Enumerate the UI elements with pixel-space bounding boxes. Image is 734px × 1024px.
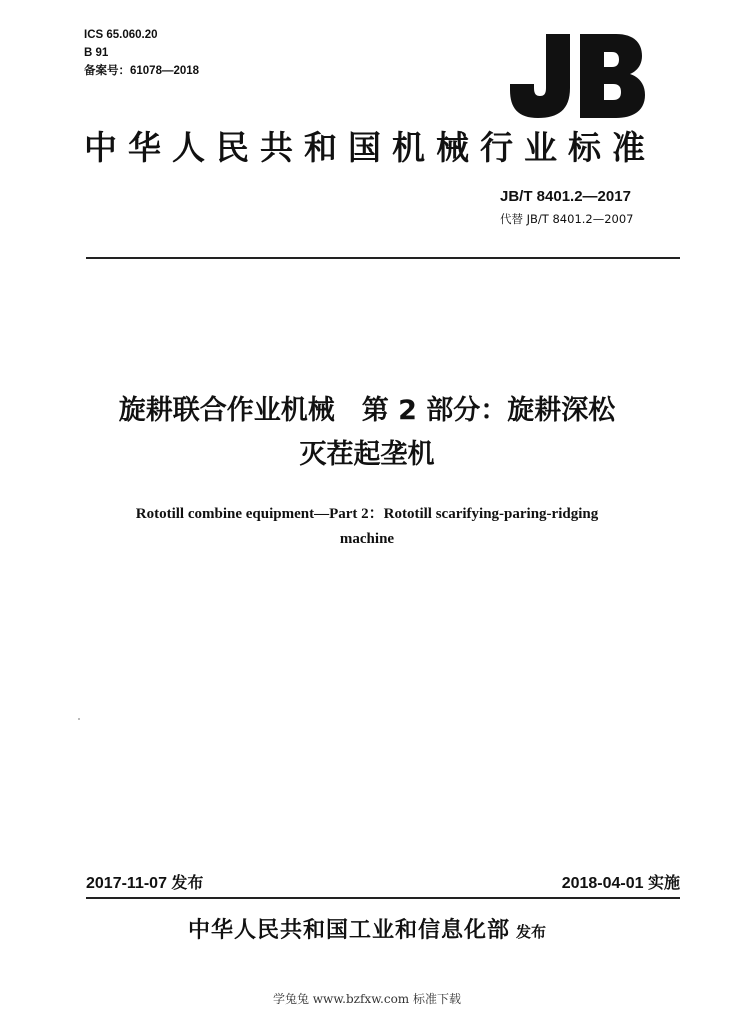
footer-divider [86, 897, 680, 899]
chinese-title-line-1: 旋耕联合作业机械 第 2 部分：旋耕深松 [118, 395, 616, 426]
implementation-date: 2018-04-01 实施 [561, 875, 680, 892]
authority-name: 中华人民共和国工业和信息化部 [187, 918, 510, 943]
standard-number: JB/T 8401.2—2017 [500, 188, 631, 205]
filing-number: 备案号：61078—2018 [84, 65, 200, 77]
english-title-line-2: machine [339, 531, 395, 547]
issue-date: 2017-11-07 发布 [86, 875, 204, 892]
replaced-standard: 代替 JB/T 8401.2—2007 [500, 212, 634, 226]
jb-logo-icon [508, 30, 648, 120]
standard-category-heading: 中华人民共和国机械行业标准 [84, 128, 656, 167]
scan-speck [78, 718, 80, 720]
watermark-text: 学兔兔 www.bzfxw.com 标准下载 [272, 992, 462, 1006]
header-divider [86, 257, 680, 259]
chinese-title-line-2: 灭茬起垄机 [299, 439, 435, 470]
issuing-authority [60, 914, 674, 949]
ccs-code: B 91 [84, 47, 109, 59]
english-title-line-1: Rototill combine equipment—Part 2：Rototill scarifying-paring-ridging [135, 506, 599, 522]
ics-code: ICS 65.060.20 [84, 29, 158, 41]
authority-suffix: 发布 [516, 923, 547, 941]
